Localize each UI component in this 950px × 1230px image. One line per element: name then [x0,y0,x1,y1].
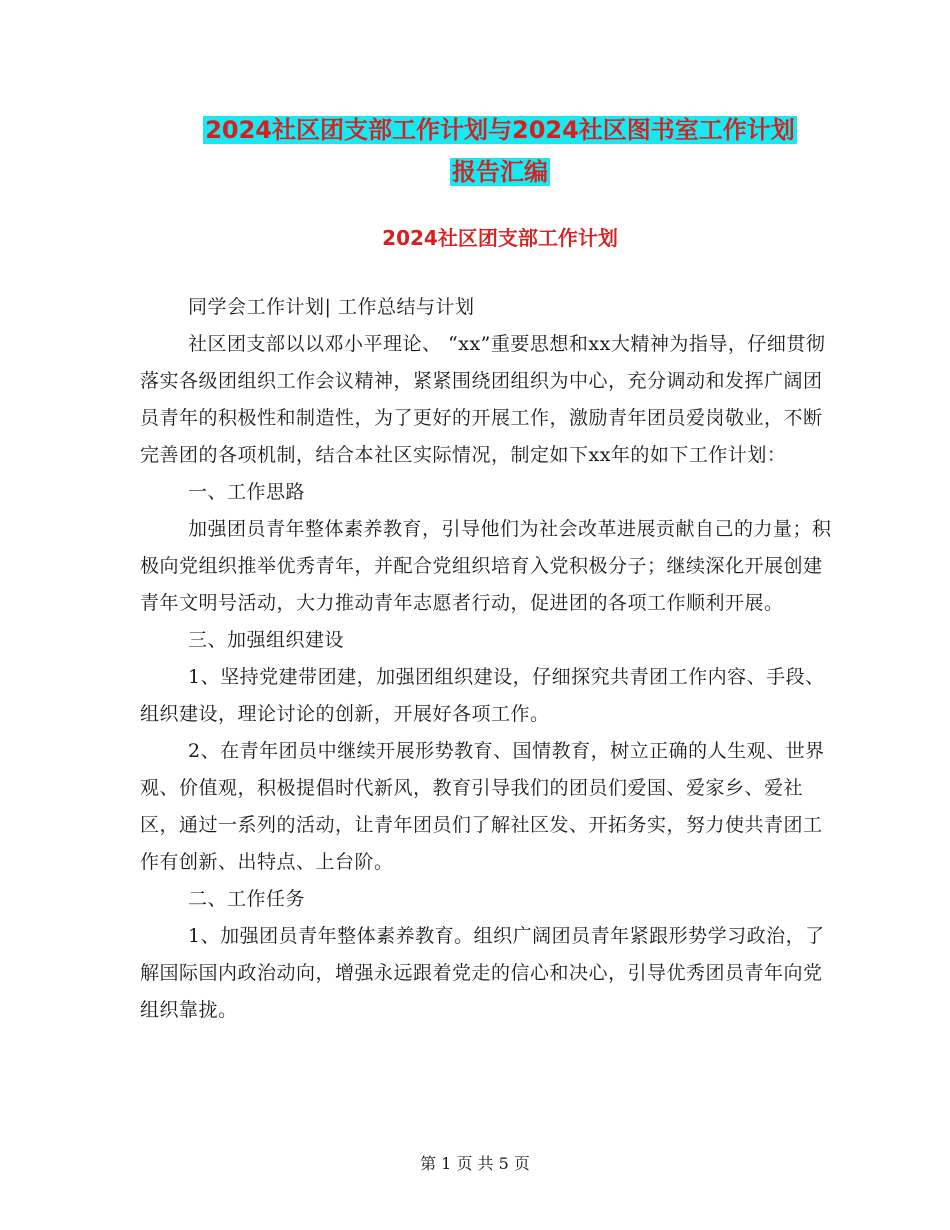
section-title: 2024社区团支部工作计划 [382,226,618,250]
document-body [140,289,840,1029]
heading-work-tasks: 二、工作任务 [188,888,306,910]
paragraph-intro: 社区团支部以以邓小平理论、 “xx”重要思想和xx大精神为指导，仔细贯彻落实各级团组织工作会议精神，紧紧围绕团组织为中心，充分调动和发挥广阔团员青年的积极性和制造性，为了更好的开展工作，激励青年团员爱岗敬业，不断完善团的各项机制，结合本社区实际情况，制定如下xx年的如下工作计划： [140,333,826,466]
page-footer: 第 1 页 共 5 页 [420,1154,530,1173]
heading-organization: 三、加强组织建设 [188,629,345,651]
document-title-line-2 [140,152,860,192]
title-highlight: 2024社区团支部工作计划与2024社区图书室工作计划 [205,116,795,144]
heading-work-ideas: 一、工作思路 [188,481,306,503]
title-highlight: 报告汇编 [452,158,548,186]
paragraph-work-tasks-1: 1、加强团员青年整体素养教育。组织广阔团员青年紧跟形势学习政治，了解国际国内政治动向，增强永远跟着党走的信心和决心，引导优秀团员青年向党组织靠拢。 [140,925,825,1021]
paragraph-source-line: 同学会工作计划| 工作总结与计划 [188,296,475,318]
document-title-line-1 [140,110,860,150]
paragraph-organization-2: 2、在青年团员中继续开展形势教育、国情教育，树立正确的人生观、世界观、价值观，积极提倡时代新风，教育引导我们的团员们爱国、爱家乡、爱社区，通过一系列的活动，让青年团员们了解社区发、开拓务实，努力使共青团工作有创新、出特点、上台阶。 [140,740,825,873]
paragraph-work-ideas: 加强团员青年整体素养教育，引导他们为社会改革进展贡献自己的力量；积极向党组织推举优秀青年，并配合党组织培育入党积极分子；继续深化开展创建青年文明号活动，大力推动青年志愿者行动，促进团的各项工作顺利开展。 [140,518,832,614]
paragraph-organization-1: 1、坚持党建带团建，加强团组织建设，仔细探究共青团工作内容、手段、组织建设，理论讨论的创新，开展好各项工作。 [140,666,825,725]
